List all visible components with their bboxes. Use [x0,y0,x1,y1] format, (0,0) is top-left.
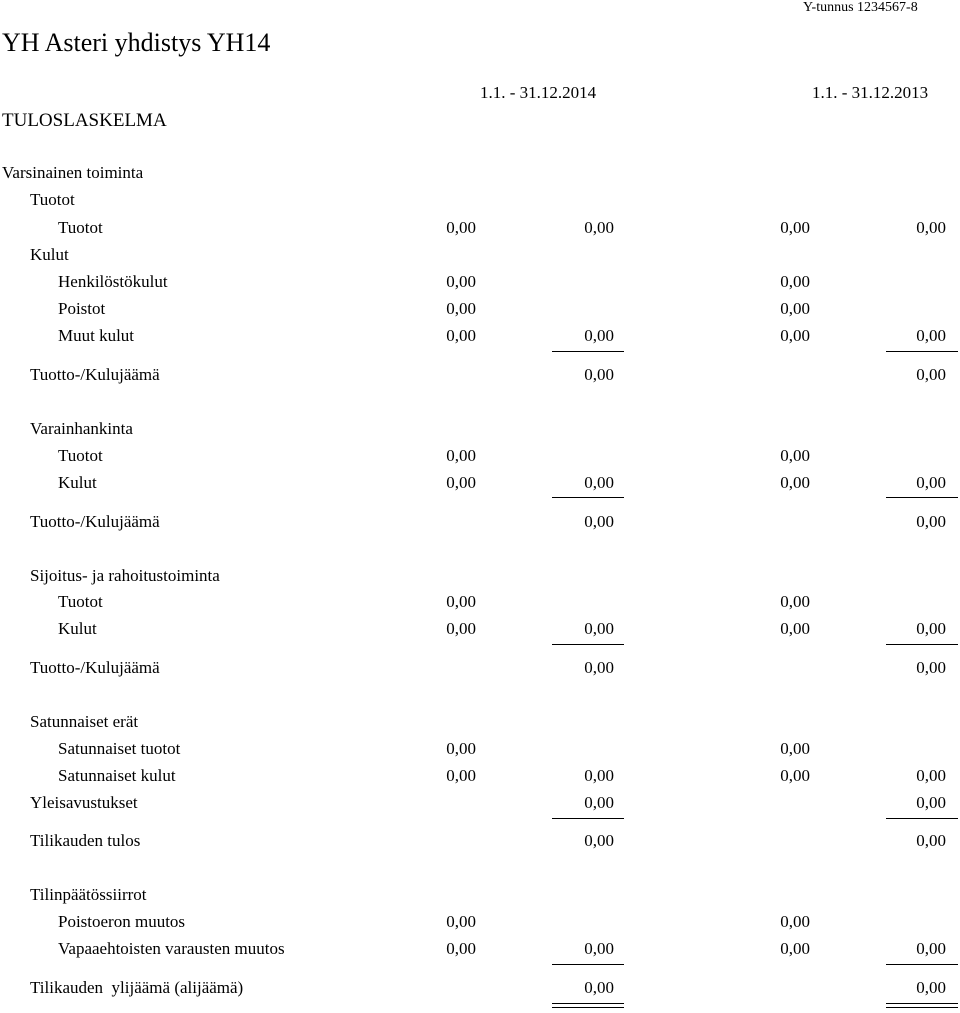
total-label: Tilikauden tulos [30,831,141,850]
value-2014-total: 0,00 [584,218,614,237]
group-heading: Kulut [30,245,69,264]
value-2013-total: 0,00 [916,658,946,677]
subtotal-label: Tuotto-/Kulujäämä [30,365,160,384]
subtotal-rule [886,644,958,645]
value-2014-total: 0,00 [584,473,614,492]
value-2013-item: 0,00 [780,739,810,758]
value-2014-item: 0,00 [446,619,476,638]
value-2013-item: 0,00 [780,592,810,611]
section-heading: Tilinpäätössiirrot [30,885,147,904]
row-label: Tuotot [58,218,103,237]
row-label: Kulut [58,473,97,492]
value-2013-total: 0,00 [916,326,946,345]
value-2013-item: 0,00 [780,473,810,492]
value-2013-total: 0,00 [916,365,946,384]
value-2013-total: 0,00 [916,939,946,958]
value-2014-item: 0,00 [446,739,476,758]
value-2014-item: 0,00 [446,299,476,318]
value-2014-total: 0,00 [584,365,614,384]
double-rule-bottom [552,1007,624,1008]
value-2013-total: 0,00 [916,619,946,638]
subtotal-label: Tuotto-/Kulujäämä [30,658,160,677]
value-2013-item: 0,00 [780,619,810,638]
subtotal-rule [552,964,624,965]
double-rule-top [552,1003,624,1004]
value-2014-total: 0,00 [584,939,614,958]
value-2013-item: 0,00 [780,939,810,958]
value-2013-item: 0,00 [780,912,810,931]
value-2014-item: 0,00 [446,446,476,465]
value-2014-total: 0,00 [584,766,614,785]
value-2013-item: 0,00 [780,218,810,237]
value-2014-item: 0,00 [446,592,476,611]
subtotal-rule [552,818,624,819]
company-name: YH Asteri yhdistys YH14 [2,28,271,57]
group-heading: Tuotot [30,190,75,209]
value-2014-item: 0,00 [446,912,476,931]
subtotal-rule [552,497,624,498]
period-previous-header: 1.1. - 31.12.2013 [812,83,929,102]
value-2013-total: 0,00 [916,978,946,997]
value-2014-total: 0,00 [584,326,614,345]
section-heading: Varsinainen toiminta [2,163,144,182]
value-2014-total: 0,00 [584,658,614,677]
subtotal-rule [886,351,958,352]
value-2013-total: 0,00 [916,766,946,785]
value-2014-total: 0,00 [584,512,614,531]
row-label: Vapaaehtoisten varausten muutos [58,939,285,958]
period-current-header: 1.1. - 31.12.2014 [480,83,597,102]
row-label: Muut kulut [58,326,135,345]
final-result-label: Tilikauden ylijäämä (alijäämä) [30,978,244,997]
value-2014-total: 0,00 [584,619,614,638]
row-label: Satunnaiset tuotot [58,739,181,758]
row-label: Tuotot [58,446,103,465]
value-2013-item: 0,00 [780,766,810,785]
value-2013-item: 0,00 [780,326,810,345]
row-label: Tuotot [58,592,103,611]
value-2014-total: 0,00 [584,793,614,812]
row-label: Henkilöstökulut [58,272,168,291]
subtotal-rule [886,818,958,819]
row-label: Satunnaiset kulut [58,766,176,785]
value-2013-item: 0,00 [780,446,810,465]
section-heading: Varainhankinta [30,419,133,438]
value-2013-total: 0,00 [916,512,946,531]
statement-title: TULOSLASKELMA [2,110,167,131]
subtotal-rule [552,644,624,645]
business-id: Y-tunnus 1234567-8 [803,0,918,15]
value-2013-total: 0,00 [916,831,946,850]
value-2013-total: 0,00 [916,218,946,237]
section-heading: Sijoitus- ja rahoitustoiminta [30,566,220,585]
subtotal-rule [552,351,624,352]
section-heading: Satunnaiset erät [30,712,139,731]
value-2013-total: 0,00 [916,793,946,812]
value-2013-total: 0,00 [916,473,946,492]
row-label: Kulut [58,619,97,638]
row-label: Yleisavustukset [30,793,138,812]
double-rule-bottom [886,1007,958,1008]
value-2014-item: 0,00 [446,326,476,345]
value-2014-item: 0,00 [446,939,476,958]
subtotal-rule [886,964,958,965]
value-2014-total: 0,00 [584,978,614,997]
row-label: Poistoeron muutos [58,912,186,931]
value-2014-total: 0,00 [584,831,614,850]
value-2013-item: 0,00 [780,272,810,291]
double-rule-top [886,1003,958,1004]
row-label: Poistot [58,299,106,318]
value-2014-item: 0,00 [446,473,476,492]
value-2014-item: 0,00 [446,272,476,291]
subtotal-label: Tuotto-/Kulujäämä [30,512,160,531]
value-2014-item: 0,00 [446,766,476,785]
value-2013-item: 0,00 [780,299,810,318]
value-2014-item: 0,00 [446,218,476,237]
subtotal-rule [886,497,958,498]
